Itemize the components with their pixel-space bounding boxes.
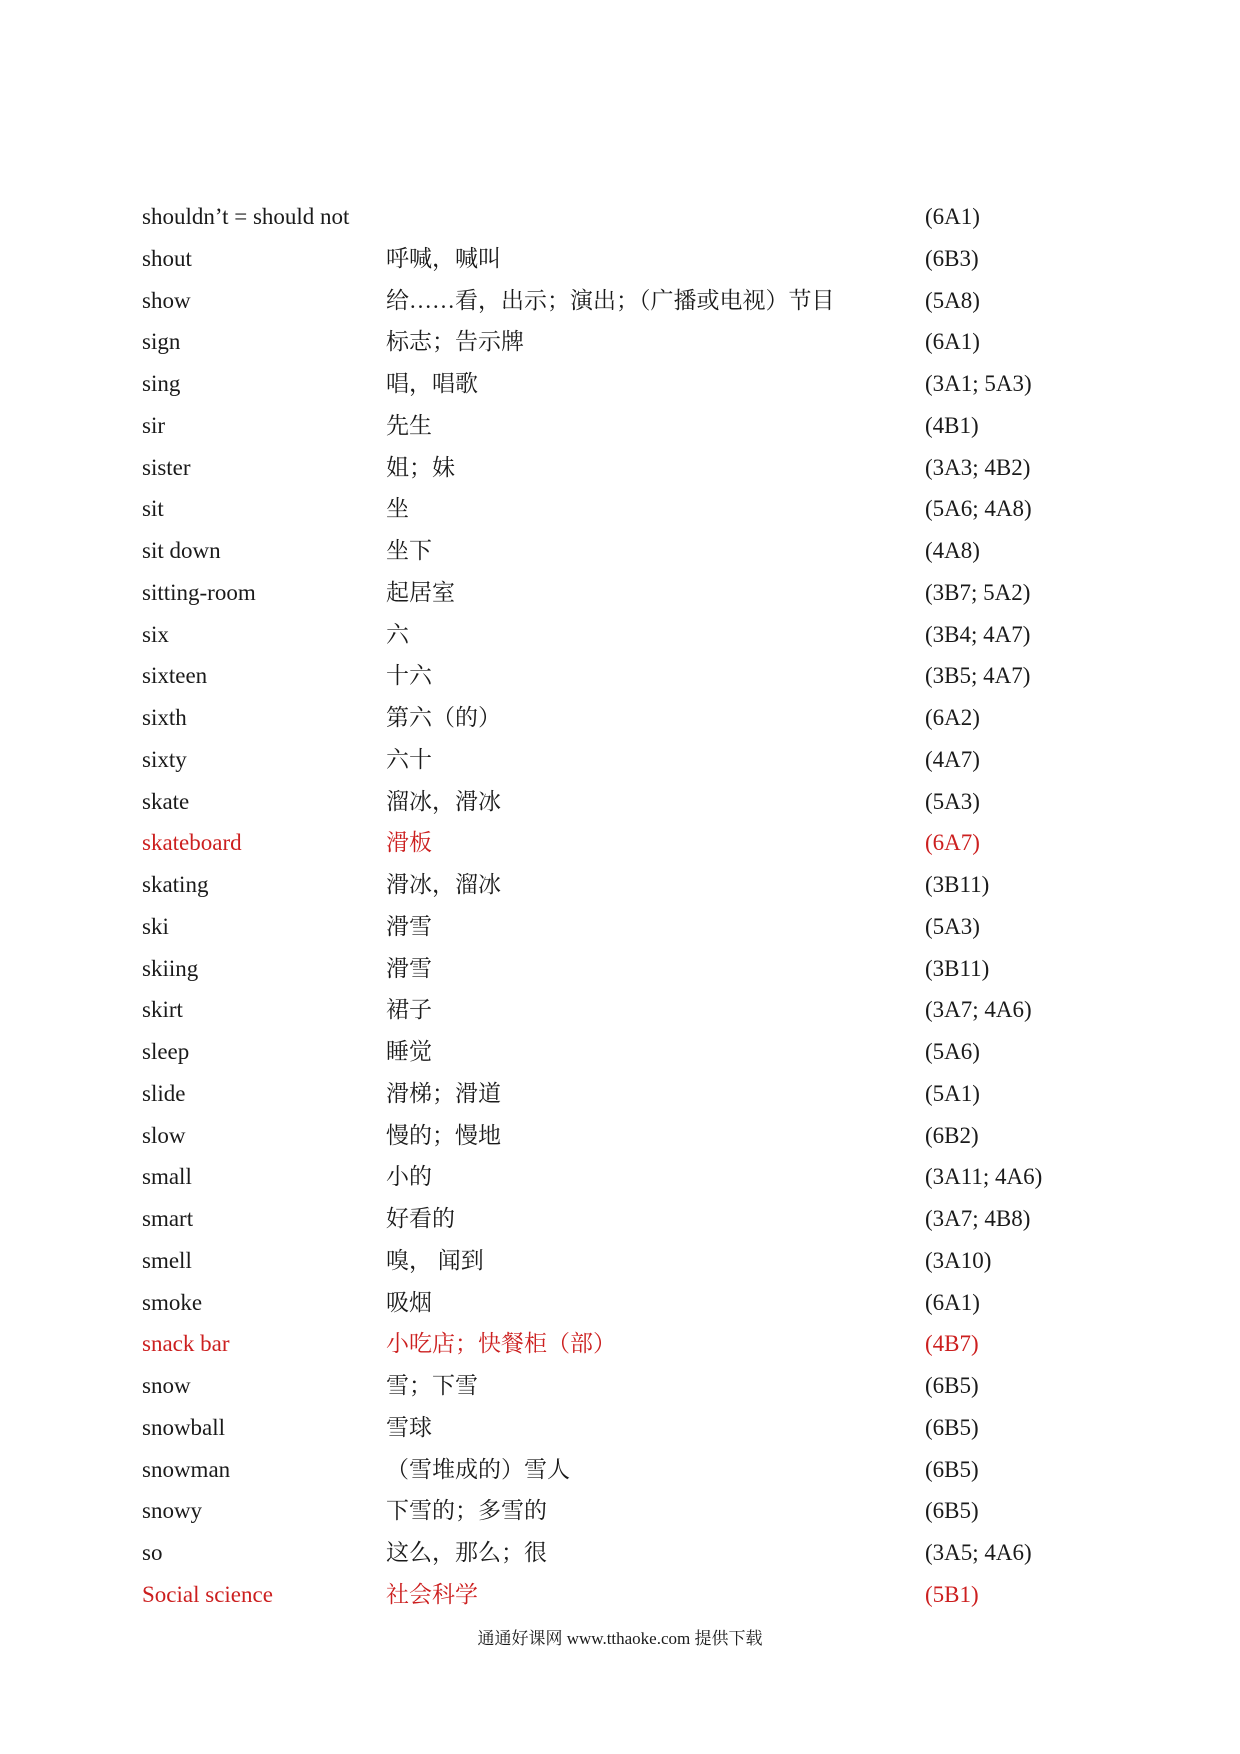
entry-meaning: 社会科学 — [386, 1581, 478, 1607]
entry-unit-reference: (4B1) — [925, 412, 979, 438]
entry-word: skirt — [142, 997, 183, 1023]
entry-word: sitting-room — [142, 579, 256, 605]
entry-word: sister — [142, 454, 191, 480]
entry-meaning: 雪球 — [386, 1414, 432, 1440]
entry-meaning: 雪；下雪 — [386, 1373, 478, 1398]
vocab-entry — [0, 363, 1240, 405]
vocab-entry — [0, 1490, 1240, 1532]
vocab-entry — [0, 739, 1240, 781]
entry-unit-reference: (6B5) — [925, 1456, 979, 1482]
entry-meaning: 六 — [386, 621, 409, 647]
vocab-entry — [0, 655, 1240, 697]
entry-meaning: 嗅， 闻到 — [386, 1247, 484, 1273]
entry-meaning: 滑梯；滑道 — [386, 1080, 501, 1106]
vocab-entry — [0, 572, 1240, 614]
entry-word: smart — [142, 1206, 194, 1231]
entry-meaning: 好看的 — [386, 1206, 455, 1231]
entry-unit-reference: (6A1) — [925, 204, 980, 229]
entry-unit-reference: (3A3; 4B2) — [925, 454, 1031, 480]
entry-meaning: （雪堆成的）雪人 — [386, 1456, 570, 1482]
vocab-entry — [0, 1198, 1240, 1240]
entry-word: sixty — [142, 746, 187, 772]
entry-unit-reference: (4B7) — [925, 1331, 979, 1357]
vocab-entry — [0, 1407, 1240, 1449]
vocab-entry — [0, 1365, 1240, 1407]
entry-unit-reference: (6A7) — [925, 830, 980, 856]
entry-word: sixth — [142, 705, 187, 730]
entry-unit-reference: (5A6; 4A8) — [925, 496, 1032, 522]
entry-word: snack bar — [142, 1331, 230, 1357]
entry-word: sit down — [142, 538, 221, 563]
entry-unit-reference: (3B11) — [925, 955, 990, 981]
entry-word: sign — [142, 329, 181, 355]
entry-word: snowy — [142, 1498, 203, 1524]
entry-meaning: 十六 — [386, 663, 432, 689]
entry-word: skateboard — [142, 830, 242, 856]
entry-meaning: 滑冰，溜冰 — [386, 872, 501, 897]
entry-meaning: 六十 — [386, 746, 432, 772]
vocab-entry — [0, 614, 1240, 656]
vocab-entry — [0, 280, 1240, 322]
entry-unit-reference: (6B5) — [925, 1373, 979, 1398]
entry-unit-reference: (5B1) — [925, 1581, 979, 1607]
entry-unit-reference: (5A3) — [925, 913, 980, 939]
vocab-entry — [0, 530, 1240, 572]
vocab-entry — [0, 196, 1240, 238]
vocab-entry — [0, 1073, 1240, 1115]
entry-word: sit — [142, 496, 164, 522]
entry-meaning: 第六（的） — [386, 705, 501, 730]
entry-word: skiing — [142, 955, 199, 981]
vocab-entry — [0, 1156, 1240, 1198]
entry-meaning: 吸烟 — [386, 1289, 432, 1315]
entry-word: snowball — [142, 1414, 226, 1440]
vocab-entry — [0, 1532, 1240, 1574]
entry-unit-reference: (6A1) — [925, 329, 980, 355]
entry-unit-reference: (6A1) — [925, 1289, 980, 1315]
entry-meaning: 呼喊，喊叫 — [386, 245, 501, 271]
entry-meaning: 滑板 — [386, 830, 432, 856]
vocab-entry — [0, 781, 1240, 823]
entry-meaning: 小的 — [386, 1164, 432, 1190]
vocab-entry — [0, 1240, 1240, 1282]
entry-unit-reference: (5A8) — [925, 287, 980, 313]
vocab-entry — [0, 1115, 1240, 1157]
vocab-entry — [0, 1031, 1240, 1073]
entry-meaning: 滑雪 — [386, 955, 432, 981]
entry-unit-reference: (4A8) — [925, 538, 980, 563]
entry-meaning: 裙子 — [386, 997, 432, 1023]
entry-word: small — [142, 1164, 192, 1190]
vocab-entry — [0, 1449, 1240, 1491]
entry-meaning: 这么，那么；很 — [386, 1540, 547, 1565]
entry-word: sleep — [142, 1039, 190, 1064]
entry-meaning: 下雪的；多雪的 — [386, 1498, 547, 1524]
vocab-entry — [0, 405, 1240, 447]
page-footer: 通通好课网 www.tthaoke.com 提供下载 — [477, 1629, 763, 1648]
entry-unit-reference: (6B5) — [925, 1498, 979, 1524]
entry-unit-reference: (3B4; 4A7) — [925, 621, 1031, 647]
entry-unit-reference: (6B3) — [925, 245, 979, 271]
entry-unit-reference: (3A5; 4A6) — [925, 1540, 1032, 1565]
entry-word: ski — [142, 913, 169, 939]
entry-meaning: 坐下 — [386, 538, 432, 563]
entry-unit-reference: (3B7; 5A2) — [925, 579, 1031, 605]
vocab-entry — [0, 321, 1240, 363]
vocab-entry — [0, 447, 1240, 489]
entry-meaning: 慢的；慢地 — [386, 1122, 501, 1148]
vocab-entry — [0, 864, 1240, 906]
entry-unit-reference: (3A11; 4A6) — [925, 1164, 1043, 1190]
vocab-entry — [0, 1574, 1240, 1616]
entry-word: shout — [142, 245, 192, 271]
vocab-entry — [0, 989, 1240, 1031]
entry-meaning: 起居室 — [386, 579, 455, 605]
entry-unit-reference: (6B2) — [925, 1122, 979, 1148]
entry-word: snowman — [142, 1456, 231, 1482]
entry-meaning: 姐；妹 — [386, 454, 455, 480]
vocabulary-list — [0, 196, 1240, 1616]
entry-word: shouldn’t = should not — [142, 204, 350, 229]
entry-meaning: 坐 — [386, 496, 409, 522]
entry-word: so — [142, 1540, 163, 1565]
entry-unit-reference: (3B11) — [925, 872, 990, 897]
entry-word: skating — [142, 872, 209, 897]
entry-word: sir — [142, 412, 165, 438]
vocab-entry — [0, 948, 1240, 990]
entry-word: sing — [142, 371, 181, 396]
entry-unit-reference: (3A7; 4A6) — [925, 997, 1032, 1023]
entry-word: Social science — [142, 1581, 273, 1607]
entry-unit-reference: (4A7) — [925, 746, 980, 772]
entry-unit-reference: (5A6) — [925, 1039, 980, 1064]
entry-unit-reference: (3A7; 4B8) — [925, 1206, 1031, 1231]
entry-meaning: 溜冰，滑冰 — [386, 788, 501, 814]
vocab-entry — [0, 1323, 1240, 1365]
entry-unit-reference: (5A3) — [925, 788, 980, 814]
entry-word: show — [142, 287, 191, 313]
entry-word: slide — [142, 1080, 186, 1106]
vocab-entry — [0, 238, 1240, 280]
vocab-entry — [0, 906, 1240, 948]
entry-meaning: 标志；告示牌 — [386, 329, 524, 355]
vocab-entry — [0, 1282, 1240, 1324]
entry-meaning: 给……看，出示；演出；（广播或电视）节目 — [386, 287, 835, 313]
entry-unit-reference: (6A2) — [925, 705, 980, 730]
entry-unit-reference: (3B5; 4A7) — [925, 663, 1031, 689]
entry-meaning: 滑雪 — [386, 913, 432, 939]
entry-word: skate — [142, 788, 190, 814]
entry-meaning: 唱，唱歌 — [386, 371, 478, 396]
vocab-entry — [0, 822, 1240, 864]
entry-meaning: 先生 — [386, 412, 432, 438]
entry-word: smell — [142, 1247, 192, 1273]
entry-unit-reference: (6B5) — [925, 1414, 979, 1440]
entry-word: six — [142, 621, 169, 647]
entry-unit-reference: (3A10) — [925, 1247, 992, 1273]
entry-word: snow — [142, 1373, 191, 1398]
entry-meaning: 小吃店；快餐柜（部） — [386, 1331, 616, 1357]
vocab-entry — [0, 488, 1240, 530]
vocab-entry — [0, 697, 1240, 739]
entry-word: sixteen — [142, 663, 208, 689]
entry-unit-reference: (5A1) — [925, 1080, 980, 1106]
entry-word: slow — [142, 1122, 186, 1148]
entry-word: smoke — [142, 1289, 203, 1315]
entry-meaning: 睡觉 — [386, 1039, 432, 1064]
entry-unit-reference: (3A1; 5A3) — [925, 371, 1032, 396]
